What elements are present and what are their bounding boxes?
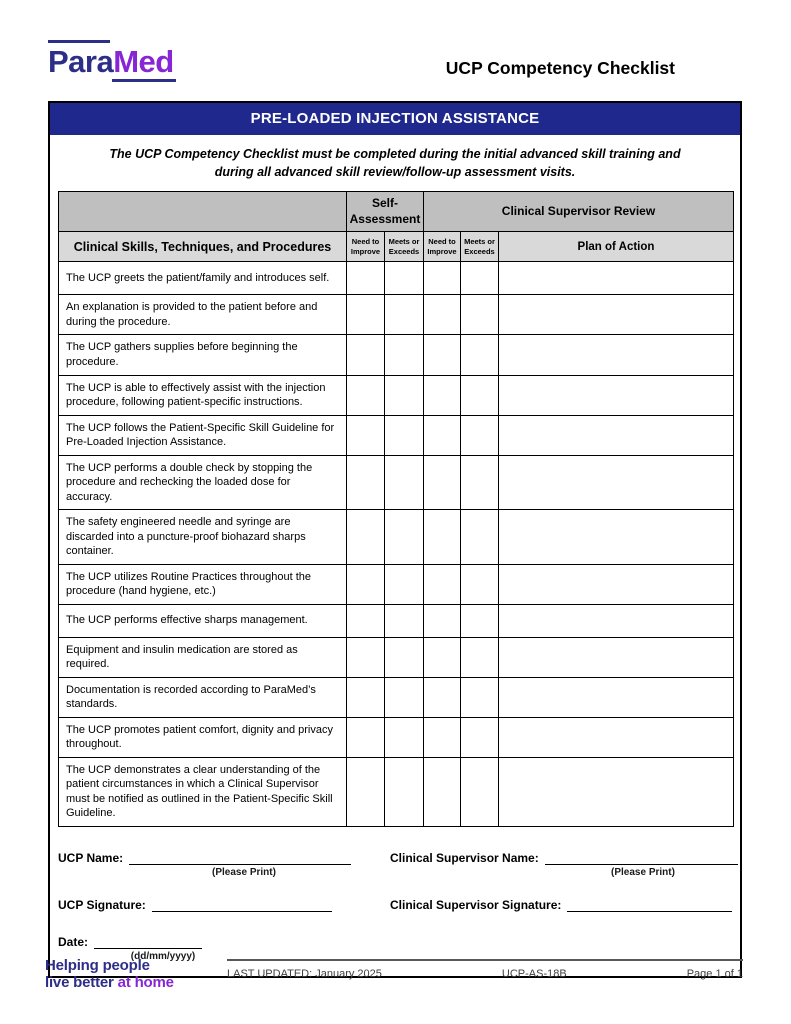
self-meets-exceeds-cell[interactable] [385, 717, 424, 757]
supervisor-need-improve-cell[interactable] [424, 677, 461, 717]
supervisor-meets-exceeds-cell[interactable] [461, 455, 499, 510]
self-need-improve-cell[interactable] [347, 677, 385, 717]
supervisor-need-improve-cell[interactable] [424, 604, 461, 637]
supervisor-meets-exceeds-cell[interactable] [461, 415, 499, 455]
plan-of-action-cell[interactable] [499, 295, 734, 335]
ucp-name-line[interactable] [129, 853, 351, 865]
supervisor-meets-exceeds-cell[interactable] [461, 677, 499, 717]
table-row [59, 677, 734, 717]
plan-of-action-cell[interactable] [499, 415, 734, 455]
supervisor-name-line[interactable] [545, 853, 738, 865]
tagline-line2-accent: at home [117, 974, 174, 992]
table-row [59, 415, 734, 455]
table-row [59, 455, 734, 510]
ucp-signature-label: UCP Signature: [58, 897, 146, 912]
ucp-name-label: UCP Name: [58, 850, 124, 865]
self-need-improve-cell[interactable] [347, 295, 385, 335]
column-header-self-meets-exceeds: Meets or Exceeds [385, 232, 424, 262]
skill-description: The safety engineered needle and syringe are discarded into a puncture-proof biohazard sharps container. [59, 510, 347, 565]
supervisor-name-label: Clinical Supervisor Name: [390, 850, 539, 865]
skill-description: The UCP demonstrates a clear understanding of the patient circumstances in which a Clinical Supervisor must be notified as outlined in the Patient-Specific Skill Guideline. [59, 757, 347, 826]
competency-table [58, 191, 734, 826]
supervisor-meets-exceeds-cell[interactable] [461, 604, 499, 637]
tagline-line2-prefix: live better [45, 974, 114, 992]
self-meets-exceeds-cell[interactable] [385, 415, 424, 455]
self-need-improve-cell[interactable] [347, 375, 385, 415]
supervisor-need-improve-cell[interactable] [424, 757, 461, 826]
name-row [58, 851, 732, 878]
form-box [48, 101, 742, 977]
document-header [0, 0, 791, 82]
signature-row [58, 898, 732, 912]
supervisor-need-improve-cell[interactable] [424, 564, 461, 604]
self-need-improve-cell[interactable] [347, 335, 385, 375]
self-need-improve-cell[interactable] [347, 415, 385, 455]
self-need-improve-cell[interactable] [347, 455, 385, 510]
column-header-skills: Clinical Skills, Techniques, and Procedures [59, 232, 347, 262]
plan-of-action-cell[interactable] [499, 564, 734, 604]
column-header-plan-of-action: Plan of Action [499, 232, 734, 262]
logo-text-para: Para [48, 44, 114, 79]
table-row [59, 295, 734, 335]
group-header-clinical-supervisor-review: Clinical Supervisor Review [424, 192, 734, 232]
self-meets-exceeds-cell[interactable] [385, 295, 424, 335]
logo-text-med: Med [113, 44, 174, 79]
corner-cell-empty [59, 192, 347, 232]
supervisor-meets-exceeds-cell[interactable] [461, 717, 499, 757]
skill-description: The UCP performs effective sharps management. [59, 604, 347, 637]
table-row [59, 335, 734, 375]
self-need-improve-cell[interactable] [347, 637, 385, 677]
table-row [59, 637, 734, 677]
footer-divider [227, 959, 743, 961]
table-row [59, 564, 734, 604]
self-meets-exceeds-cell[interactable] [385, 564, 424, 604]
table-column-header-row [59, 232, 734, 262]
self-meets-exceeds-cell[interactable] [385, 677, 424, 717]
supervisor-meets-exceeds-cell[interactable] [461, 335, 499, 375]
plan-of-action-cell[interactable] [499, 375, 734, 415]
table-row [59, 717, 734, 757]
column-header-self-need-improve: Need to Improve [347, 232, 385, 262]
plan-of-action-cell[interactable] [499, 335, 734, 375]
plan-of-action-cell[interactable] [499, 717, 734, 757]
page-number: Page 1 of 1 [686, 968, 743, 980]
self-need-improve-cell[interactable] [347, 262, 385, 295]
supervisor-need-improve-cell[interactable] [424, 637, 461, 677]
form-banner-title: PRE-LOADED INJECTION ASSISTANCE [50, 103, 740, 135]
self-meets-exceeds-cell[interactable] [385, 637, 424, 677]
column-header-supervisor-meets-exceeds: Meets or Exceeds [461, 232, 499, 262]
document-code: UCP-AS-18B [501, 968, 567, 980]
table-row [59, 757, 734, 826]
supervisor-meets-exceeds-cell[interactable] [461, 637, 499, 677]
footer-meta [227, 954, 743, 992]
supervisor-signature-line[interactable] [567, 900, 732, 912]
self-need-improve-cell[interactable] [347, 564, 385, 604]
self-need-improve-cell[interactable] [347, 604, 385, 637]
supervisor-need-improve-cell[interactable] [424, 295, 461, 335]
skill-description: Equipment and insulin medication are stored as required. [59, 637, 347, 677]
self-meets-exceeds-cell[interactable] [385, 455, 424, 510]
date-format-hint: (dd/mm/yyyy) [130, 950, 196, 962]
date-line[interactable] [94, 937, 202, 949]
self-meets-exceeds-cell[interactable] [385, 510, 424, 565]
column-header-supervisor-need-improve: Need to Improve [424, 232, 461, 262]
table-row [59, 510, 734, 565]
supervisor-meets-exceeds-cell[interactable] [461, 295, 499, 335]
self-meets-exceeds-cell[interactable] [385, 604, 424, 637]
ucp-name-hint: (Please Print) [212, 866, 276, 878]
self-meets-exceeds-cell[interactable] [385, 262, 424, 295]
plan-of-action-cell[interactable] [499, 455, 734, 510]
supervisor-meets-exceeds-cell[interactable] [461, 375, 499, 415]
supervisor-need-improve-cell[interactable] [424, 510, 461, 565]
logo-top-rule [48, 40, 110, 43]
supervisor-need-improve-cell[interactable] [424, 717, 461, 757]
tagline-line1: Helping people [45, 957, 150, 974]
skill-description: Documentation is recorded according to ParaMed’s standards. [59, 677, 347, 717]
group-header-self-assessment: Self-Assessment [347, 192, 424, 232]
date-label: Date: [58, 934, 89, 949]
table-row [59, 375, 734, 415]
last-updated-text: LAST UPDATED: January 2025 [227, 968, 382, 980]
brand-tagline [45, 954, 227, 992]
table-row [59, 262, 734, 295]
plan-of-action-cell[interactable] [499, 637, 734, 677]
supervisor-meets-exceeds-cell[interactable] [461, 510, 499, 565]
skill-description: The UCP follows the Patient-Specific Skill Guideline for Pre-Loaded Injection Assistance. [59, 415, 347, 455]
skill-description: The UCP performs a double check by stopping the procedure and rechecking the loaded dose for accuracy. [59, 455, 347, 510]
table-row [59, 604, 734, 637]
supervisor-need-improve-cell[interactable] [424, 415, 461, 455]
self-need-improve-cell[interactable] [347, 717, 385, 757]
logo-bottom-rule [112, 79, 176, 82]
skill-description: An explanation is provided to the patient before and during the procedure. [59, 295, 347, 335]
skill-description: The UCP utilizes Routine Practices throughout the procedure (hand hygiene, etc.) [59, 564, 347, 604]
logo-text [48, 44, 176, 79]
skill-description: The UCP is able to effectively assist with the injection procedure, following patient-specific instructions. [59, 375, 347, 415]
supervisor-name-hint: (Please Print) [611, 866, 675, 878]
table-group-header-row [59, 192, 734, 232]
skill-description: The UCP greets the patient/family and introduces self. [59, 262, 347, 295]
self-meets-exceeds-cell[interactable] [385, 757, 424, 826]
supervisor-meets-exceeds-cell[interactable] [461, 564, 499, 604]
self-need-improve-cell[interactable] [347, 510, 385, 565]
plan-of-action-cell[interactable] [499, 510, 734, 565]
document-footer [0, 954, 791, 992]
ucp-signature-line[interactable] [152, 900, 332, 912]
plan-of-action-cell[interactable] [499, 262, 734, 295]
supervisor-meets-exceeds-cell[interactable] [461, 262, 499, 295]
supervisor-need-improve-cell[interactable] [424, 335, 461, 375]
supervisor-need-improve-cell[interactable] [424, 262, 461, 295]
self-need-improve-cell[interactable] [347, 757, 385, 826]
skill-description: The UCP gathers supplies before beginning the procedure. [59, 335, 347, 375]
paramed-logo [48, 40, 176, 82]
self-meets-exceeds-cell[interactable] [385, 375, 424, 415]
supervisor-signature-label: Clinical Supervisor Signature: [390, 897, 562, 912]
supervisor-need-improve-cell[interactable] [424, 375, 461, 415]
supervisor-need-improve-cell[interactable] [424, 455, 461, 510]
self-meets-exceeds-cell[interactable] [385, 335, 424, 375]
skill-description: The UCP promotes patient comfort, dignity and privacy throughout. [59, 717, 347, 757]
plan-of-action-cell[interactable] [499, 757, 734, 826]
plan-of-action-cell[interactable] [499, 677, 734, 717]
supervisor-meets-exceeds-cell[interactable] [461, 757, 499, 826]
plan-of-action-cell[interactable] [499, 604, 734, 637]
page-title: UCP Competency Checklist [445, 58, 675, 79]
instruction-text: The UCP Competency Checklist must be completed during the initial advanced skill training and during all advanced skill review/follow-up assessment visits. [109, 147, 681, 179]
